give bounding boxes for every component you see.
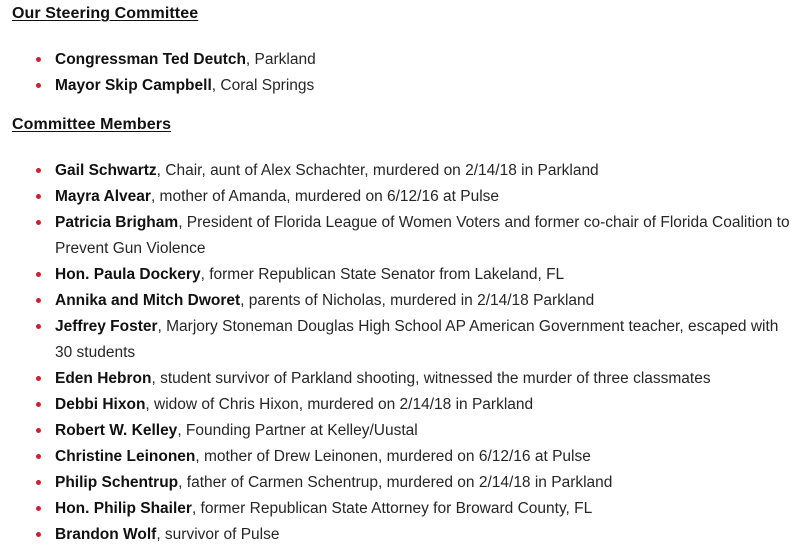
member-name: Congressman Ted Deutch [55, 51, 246, 68]
member-name: Patricia Brigham [55, 214, 179, 231]
member-name: Hon. Philip Shailer [55, 500, 192, 517]
list-item [0, 262, 800, 288]
member-name: Mayor Skip Campbell [55, 77, 212, 94]
bullet-icon [36, 168, 41, 173]
bullet-icon [36, 83, 41, 88]
member-detail: , Founding Partner at Kelley/Uustal [177, 422, 418, 439]
member-name: Philip Schentrup [55, 474, 179, 491]
committee-members-list [0, 158, 800, 548]
list-item [0, 314, 800, 366]
bullet-icon [36, 220, 41, 225]
member-detail: , mother of Amanda, murdered on 6/12/16 at Pulse [150, 188, 500, 205]
list-item [0, 184, 800, 210]
bullet-icon [36, 57, 41, 62]
bullet-icon [36, 454, 41, 459]
member-name: Gail Schwartz [55, 162, 157, 179]
list-item [0, 210, 800, 262]
member-detail: , mother of Drew Leinonen, murdered on 6/12/16 at Pulse [195, 448, 591, 465]
member-detail: , Chair, aunt of Alex Schachter, murdered on 2/14/18 in Parkland [156, 162, 599, 179]
list-item [0, 158, 800, 184]
member-detail: , Coral Springs [211, 77, 315, 94]
bullet-icon [36, 480, 41, 485]
member-detail: , Parkland [245, 51, 316, 68]
member-name: Brandon Wolf [55, 526, 157, 543]
bullet-icon [36, 194, 41, 199]
member-detail: , parents of Nicholas, murdered in 2/14/18 Parkland [240, 292, 595, 309]
member-name: Eden Hebron [55, 370, 152, 387]
list-item [0, 496, 800, 522]
steering-committee-list [0, 47, 800, 99]
bullet-icon [36, 324, 41, 329]
committee-members-heading: Committee Members [12, 116, 172, 133]
member-detail: , survivor of Pulse [156, 526, 280, 543]
member-name: Jeffrey Foster [55, 318, 158, 335]
list-item [0, 366, 800, 392]
list-item [0, 470, 800, 496]
list-item [0, 418, 800, 444]
member-name: Annika and Mitch Dworet [55, 292, 241, 309]
list-item [0, 73, 800, 99]
member-detail: , student survivor of Parkland shooting, witnessed the murder of three classmates [151, 370, 711, 387]
member-detail: , President of Florida League of Women Voters and former co-chair of Florida Coalition to Prevent Gun Violence [55, 214, 790, 257]
list-item [0, 392, 800, 418]
steering-committee-heading: Our Steering Committee [12, 5, 199, 22]
bullet-icon [36, 298, 41, 303]
member-name: Hon. Paula Dockery [55, 266, 201, 283]
member-name: Mayra Alvear [55, 188, 151, 205]
list-item [0, 47, 800, 73]
bullet-icon [36, 428, 41, 433]
bullet-icon [36, 532, 41, 537]
member-detail: , father of Carmen Schentrup, murdered on 2/14/18 in Parkland [178, 474, 613, 491]
list-item [0, 288, 800, 314]
bullet-icon [36, 402, 41, 407]
list-item [0, 522, 800, 548]
list-item [0, 444, 800, 470]
bullet-icon [36, 376, 41, 381]
member-detail: , former Republican State Senator from Lakeland, FL [200, 266, 565, 283]
member-name: Robert W. Kelley [55, 422, 178, 439]
member-name: Christine Leinonen [55, 448, 196, 465]
member-detail: , widow of Chris Hixon, murdered on 2/14/18 in Parkland [145, 396, 534, 413]
member-detail: , Marjory Stoneman Douglas High School AP American Government teacher, escaped with 30 students [55, 318, 779, 361]
bullet-icon [36, 506, 41, 511]
member-detail: , former Republican State Attorney for Broward County, FL [191, 500, 593, 517]
bullet-icon [36, 272, 41, 277]
member-name: Debbi Hixon [55, 396, 146, 413]
